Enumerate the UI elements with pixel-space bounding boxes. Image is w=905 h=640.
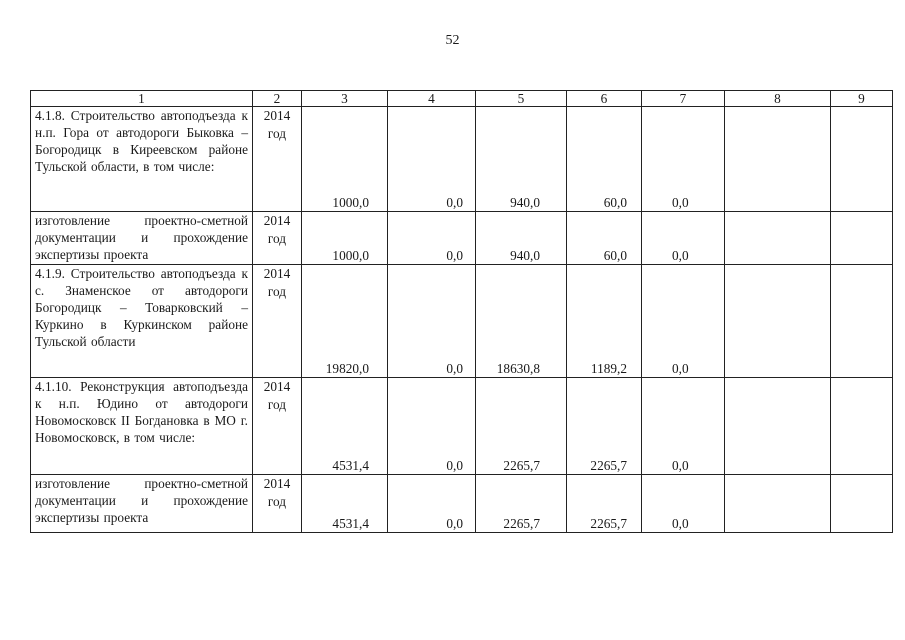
budget-table xyxy=(30,90,893,533)
value-col-3: 4531,4 xyxy=(302,475,388,533)
column-header: 8 xyxy=(725,91,831,107)
value-col-9 xyxy=(831,378,893,475)
value-col-9 xyxy=(831,212,893,265)
value-col-5: 940,0 xyxy=(476,212,567,265)
column-header: 6 xyxy=(567,91,642,107)
value-col-3: 4531,4 xyxy=(302,378,388,475)
value-col-8 xyxy=(725,378,831,475)
value-col-8 xyxy=(725,475,831,533)
value-col-3: 1000,0 xyxy=(302,107,388,212)
value-col-8 xyxy=(725,107,831,212)
table-row xyxy=(31,212,893,265)
item-year: 2014 год xyxy=(253,475,302,533)
item-name: изготовление проектно-сметной документации и прохождение экспертизы проекта xyxy=(31,212,253,265)
table-row xyxy=(31,475,893,533)
value-col-4: 0,0 xyxy=(388,475,476,533)
value-col-4: 0,0 xyxy=(388,107,476,212)
item-name: 4.1.8. Строительство автоподъезда к н.п. Гора от автодороги Быковка – Богородицк в Киреевском районе Тульской области, в том числе: xyxy=(31,107,253,212)
table-row xyxy=(31,378,893,475)
value-col-3: 19820,0 xyxy=(302,265,388,378)
item-year: 2014 год xyxy=(253,265,302,378)
value-col-9 xyxy=(831,107,893,212)
value-col-6: 2265,7 xyxy=(567,378,642,475)
table-header-row xyxy=(31,91,893,107)
value-col-7: 0,0 xyxy=(642,107,725,212)
value-col-7: 0,0 xyxy=(642,475,725,533)
value-col-5: 2265,7 xyxy=(476,475,567,533)
value-col-3: 1000,0 xyxy=(302,212,388,265)
column-header: 9 xyxy=(831,91,893,107)
column-header: 2 xyxy=(253,91,302,107)
table-row xyxy=(31,107,893,212)
item-name: изготовление проектно-сметной документации и прохождение экспертизы проекта xyxy=(31,475,253,533)
column-header: 5 xyxy=(476,91,567,107)
value-col-5: 940,0 xyxy=(476,107,567,212)
value-col-9 xyxy=(831,475,893,533)
value-col-4: 0,0 xyxy=(388,265,476,378)
value-col-7: 0,0 xyxy=(642,212,725,265)
value-col-8 xyxy=(725,212,831,265)
value-col-6: 60,0 xyxy=(567,212,642,265)
column-header: 1 xyxy=(31,91,253,107)
column-header: 4 xyxy=(388,91,476,107)
table-row xyxy=(31,265,893,378)
value-col-7: 0,0 xyxy=(642,378,725,475)
value-col-7: 0,0 xyxy=(642,265,725,378)
column-header: 3 xyxy=(302,91,388,107)
value-col-6: 1189,2 xyxy=(567,265,642,378)
item-name: 4.1.9. Строительство автоподъезда к с. Знаменское от автодороги Богородицк – Товарковский – Куркино в Куркинском районе Тульской области xyxy=(31,265,253,378)
item-year: 2014 год xyxy=(253,212,302,265)
page-number: 52 xyxy=(445,33,460,48)
value-col-8 xyxy=(725,265,831,378)
item-year: 2014 год xyxy=(253,107,302,212)
value-col-6: 2265,7 xyxy=(567,475,642,533)
value-col-4: 0,0 xyxy=(388,378,476,475)
value-col-5: 18630,8 xyxy=(476,265,567,378)
value-col-6: 60,0 xyxy=(567,107,642,212)
value-col-9 xyxy=(831,265,893,378)
value-col-4: 0,0 xyxy=(388,212,476,265)
column-header: 7 xyxy=(642,91,725,107)
item-year: 2014 год xyxy=(253,378,302,475)
item-name: 4.1.10. Реконструкция автоподъезда к н.п. Юдино от автодороги Новомосковск II Богдановка в МО г. Новомосковск, в том числе: xyxy=(31,378,253,475)
value-col-5: 2265,7 xyxy=(476,378,567,475)
